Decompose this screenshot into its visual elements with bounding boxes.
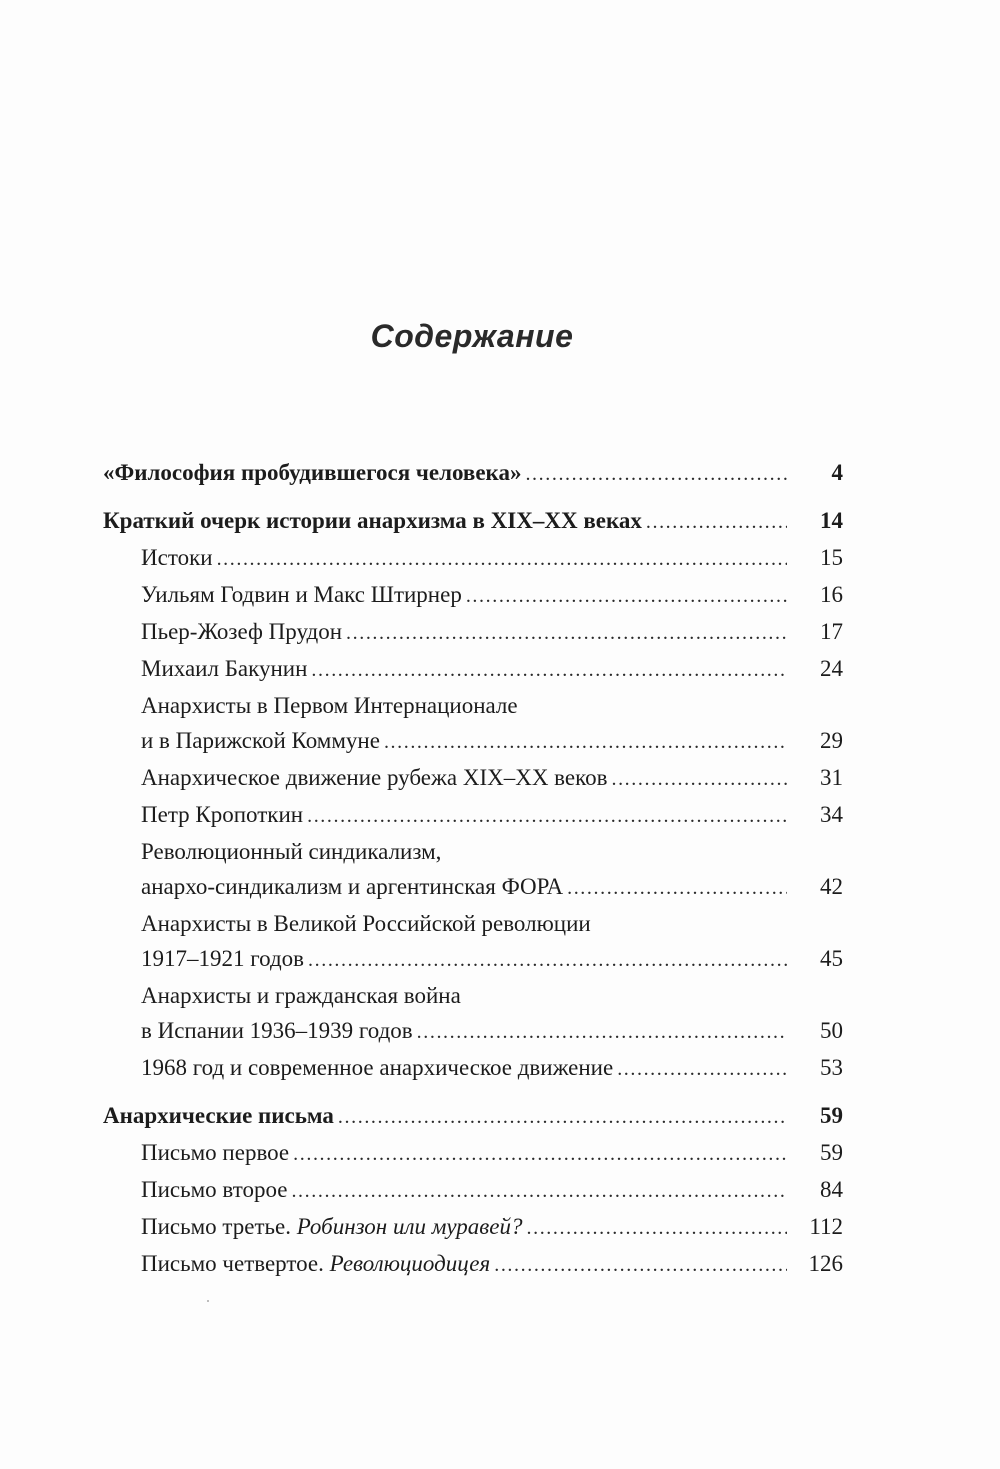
- dot-leader: [217, 542, 787, 577]
- dot-leader: [417, 1015, 787, 1050]
- dot-leader: [338, 1100, 787, 1135]
- dot-leader: [611, 762, 787, 797]
- toc-entry-spanish-civil-war[interactable]: [103, 978, 843, 1050]
- toc-entry-title-line: Анархисты в Великой Российской революции: [141, 911, 591, 936]
- dot-leader: [525, 457, 787, 492]
- toc-entry-title: Михаил Бакунин: [141, 656, 308, 681]
- dot-leader: [466, 579, 787, 614]
- toc-page-number: 34: [820, 802, 843, 827]
- toc-entry-history[interactable]: [103, 503, 843, 540]
- toc-page-number: 45: [820, 946, 843, 971]
- toc-entry-title-line: Анархисты и гражданская война: [141, 983, 461, 1008]
- toc-entry-bakunin[interactable]: [103, 651, 843, 688]
- toc-entry-title: Петр Кропоткин: [141, 802, 304, 827]
- toc-entry-letter-four[interactable]: [103, 1246, 843, 1283]
- toc-entry-title: Письмо второе: [141, 1177, 288, 1202]
- toc-entry-1968[interactable]: [103, 1050, 843, 1087]
- toc-entry-syndicalism[interactable]: [103, 834, 843, 906]
- toc-entry-title: Анархическое движение рубежа XIX–XX веков: [141, 765, 608, 790]
- dot-leader: [311, 653, 787, 688]
- toc-entry-title-line: анархо-синдикализм и аргентинская ФОРА: [141, 874, 564, 899]
- toc-entry-title-line: Анархисты в Первом Интернационале: [141, 693, 518, 718]
- toc-entry-title: Пьер-Жозеф Прудон: [141, 619, 343, 644]
- toc-entry-title: 1968 год и современное анархическое движение: [141, 1055, 614, 1080]
- toc-page-number: 59: [820, 1103, 843, 1128]
- dot-leader: [567, 871, 787, 906]
- toc-entry-proudhon[interactable]: [103, 614, 843, 651]
- toc-page-number: 17: [820, 619, 843, 644]
- toc-entry-title-plain: Письмо третье.: [141, 1214, 291, 1239]
- toc-page-number: 84: [820, 1177, 843, 1202]
- toc-page-number: 4: [831, 460, 843, 485]
- toc-entry-title: [141, 1246, 490, 1281]
- dot-leader: [291, 1174, 787, 1209]
- toc-page-number: 59: [820, 1140, 843, 1165]
- toc-entry-origins[interactable]: [103, 540, 843, 577]
- dot-leader: [646, 505, 787, 540]
- dot-leader: [527, 1211, 788, 1246]
- toc-entry-title-line: в Испании 1936–1939 годов: [141, 1018, 413, 1043]
- toc-entry-letter-three[interactable]: [103, 1209, 843, 1246]
- toc-page-number: 112: [809, 1214, 843, 1239]
- toc-page-number: 126: [808, 1251, 843, 1276]
- toc-entry-title: Анархические письма: [103, 1103, 334, 1128]
- toc-entry-letters[interactable]: [103, 1098, 843, 1135]
- toc-page-number: 31: [820, 765, 843, 790]
- toc-entry-philosophy[interactable]: [103, 455, 843, 492]
- toc-page-number: 42: [820, 874, 843, 899]
- toc-entry-turn-of-century[interactable]: [103, 760, 843, 797]
- toc-entry-godwin-stirner[interactable]: [103, 577, 843, 614]
- toc-page-number: 29: [820, 728, 843, 753]
- dot-leader: [346, 616, 787, 651]
- dot-leader: [293, 1137, 787, 1172]
- toc-page-number: 50: [820, 1018, 843, 1043]
- toc-entry-title-line: 1917–1921 годов: [141, 946, 305, 971]
- toc-entry-kropotkin[interactable]: [103, 797, 843, 834]
- dot-leader: [307, 799, 787, 834]
- dot-leader: [494, 1248, 787, 1283]
- toc-entry-first-international[interactable]: [103, 688, 843, 760]
- dot-leader: [384, 725, 787, 760]
- toc-page-number: 14: [820, 508, 843, 533]
- toc-page-number: 16: [820, 582, 843, 607]
- toc-entry-title-line: и в Парижской Коммуне: [141, 728, 380, 753]
- toc-page-number: 15: [820, 545, 843, 570]
- toc-entry-title: Истоки: [141, 545, 213, 570]
- toc-page-number: 24: [820, 656, 843, 681]
- toc-entry-title: [141, 1209, 523, 1244]
- dot-leader: [617, 1052, 787, 1087]
- toc-entry-title: Краткий очерк истории анархизма в XIX–XX веках: [103, 508, 642, 533]
- dot-leader: [308, 943, 787, 978]
- paper-speck: [207, 1300, 209, 1302]
- toc-entry-title: Уильям Годвин и Макс Штирнер: [141, 582, 462, 607]
- toc-entry-russian-revolution[interactable]: [103, 906, 843, 978]
- toc-entry-title: Письмо первое: [141, 1140, 290, 1165]
- toc-entry-title-italic: Революциодицея: [329, 1251, 491, 1276]
- page-title: Содержание: [370, 318, 574, 354]
- toc-entry-title-italic: Робинзон или муравей?: [296, 1214, 523, 1239]
- table-of-contents: [103, 455, 843, 1283]
- toc-entry-letter-one[interactable]: [103, 1135, 843, 1172]
- toc-entry-letter-two[interactable]: [103, 1172, 843, 1209]
- toc-page-number: 53: [820, 1055, 843, 1080]
- toc-entry-title-plain: Письмо четвертое.: [141, 1251, 324, 1276]
- toc-entry-title: «Философия пробудившегося человека»: [103, 460, 522, 485]
- toc-entry-title-line: Революционный синдикализм,: [141, 839, 442, 864]
